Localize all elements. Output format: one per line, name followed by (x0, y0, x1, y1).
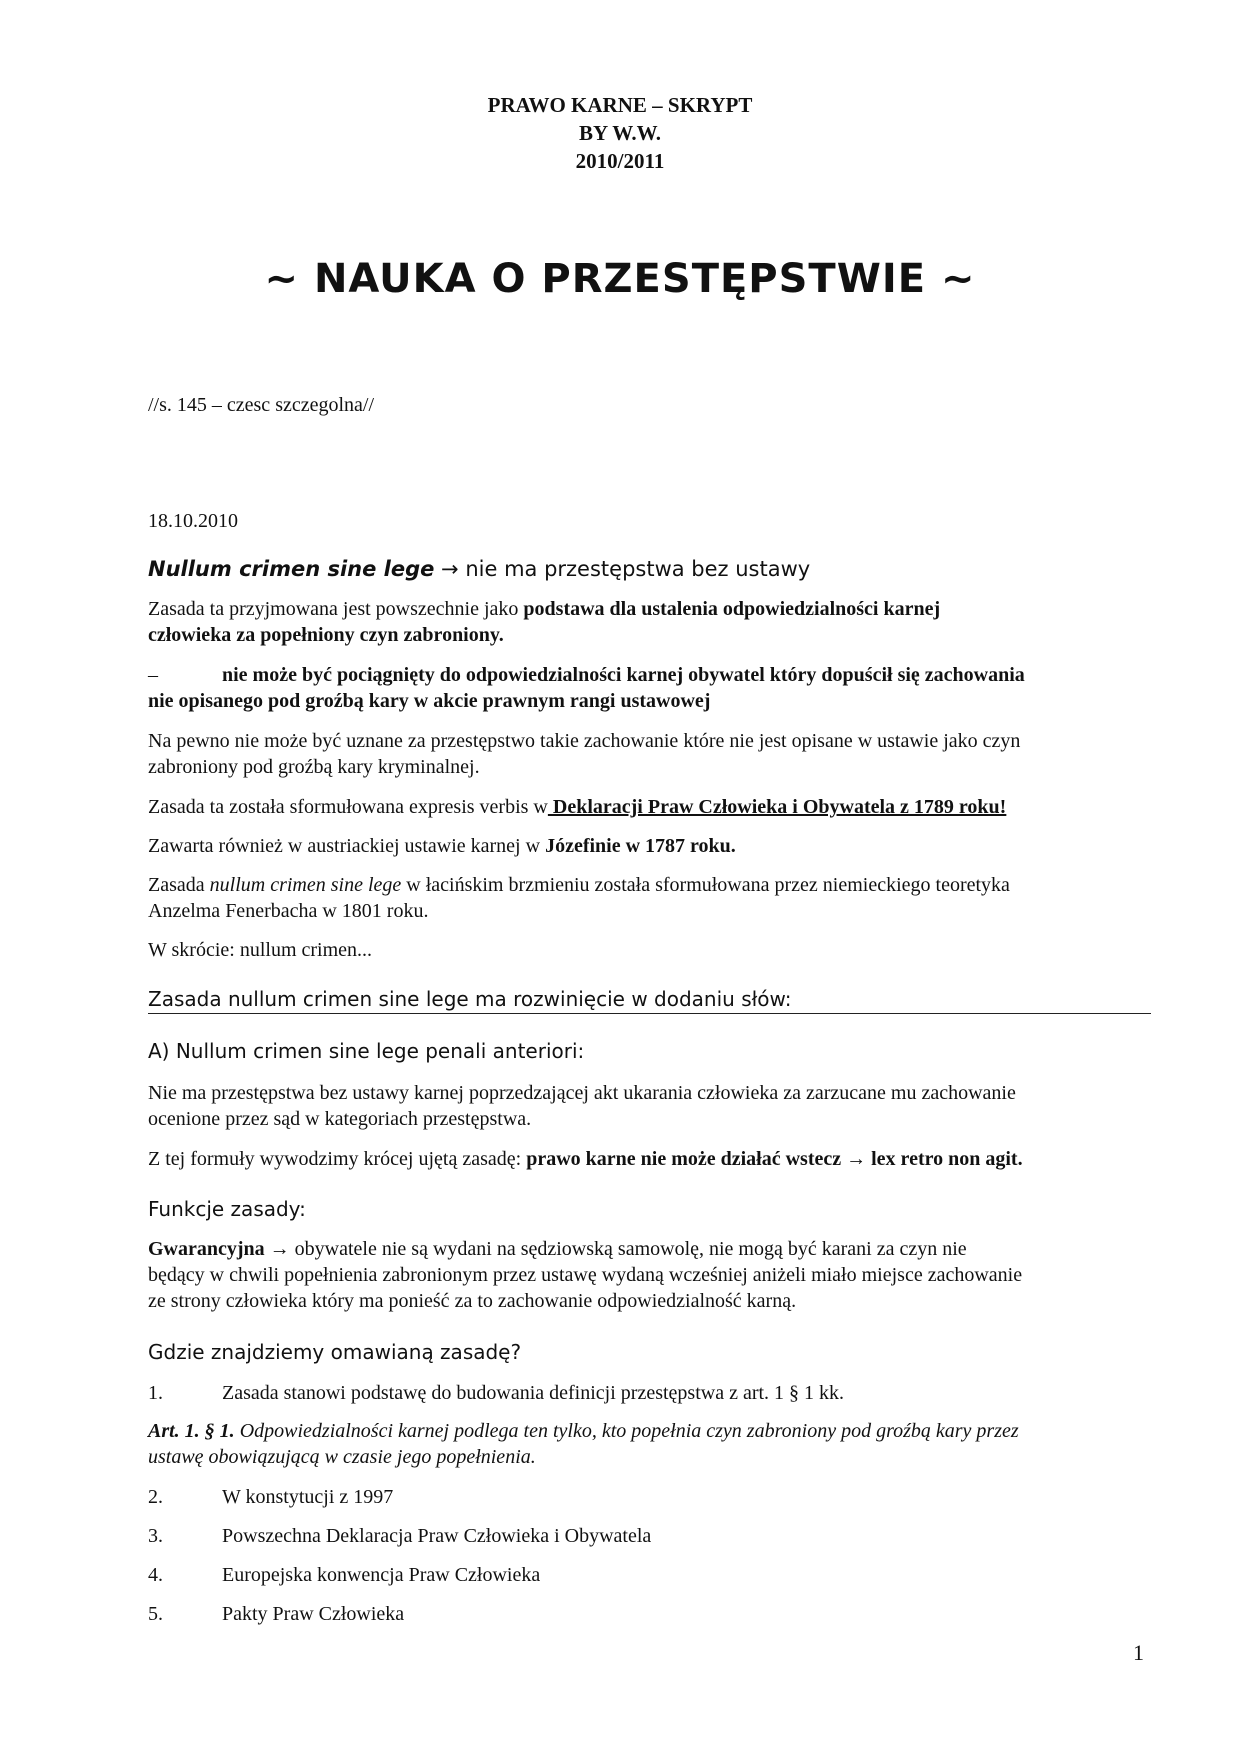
section-heading-where: Gdzie znajdziemy omawianą zasadę? (148, 1340, 522, 1364)
list-number: 4. (148, 1564, 163, 1586)
paragraph-7: W skrócie: nullum crimen... (148, 939, 373, 961)
dash-bullet: – (148, 664, 158, 686)
paragraph-2-line-1: nie może być pociągnięty do odpowiedzialności karnej obywatel który dopuścił się zachowania (222, 664, 1025, 686)
section-heading-meaning: nie ma przestępstwa bez ustawy (465, 557, 811, 581)
paragraph-5-text: Zawarta również w austriackiej ustawie karnej w (148, 835, 546, 857)
article-number: Art. 1. § 1. (148, 1420, 235, 1442)
list-number: 3. (148, 1525, 163, 1547)
paragraph-9-text: Z tej formuły wywodzimy krócej ujętą zasadę: (148, 1148, 527, 1170)
paragraph-1 (148, 596, 1148, 648)
section-heading-latin: Nullum crimen sine lege (148, 557, 435, 581)
list-text: Europejska konwencja Praw Człowieka (222, 1564, 541, 1586)
paragraph-10-line-1: → obywatele nie są wydani na sędziowską samowolę, nie mogą być karani za czyn nie (264, 1238, 967, 1260)
list-text: W konstytucji z 1997 (222, 1486, 394, 1508)
page-note: //s. 145 – czesc szczegolna// (148, 394, 375, 416)
paragraph-10-line-2: będący w chwili popełnienia zabronionym przez ustawę wydaną wcześniej aniżeli miało miejsce zachowanie (148, 1264, 1023, 1286)
paragraph-8-line-1: Nie ma przestępstwa bez ustawy karnej poprzedzającej akt ukarania człowieka za zarzucane mu zachowanie (148, 1082, 1016, 1104)
paragraph-1-bold: podstawa dla ustalenia odpowiedzialności karnej (523, 598, 941, 620)
document-title: ~ NAUKA O PRZESTĘPSTWIE ~ (264, 256, 976, 302)
paragraph-6 (148, 872, 1148, 924)
paragraph-5 (148, 833, 1148, 859)
section-heading-functions: Funkcje zasady: (148, 1197, 306, 1221)
paragraph-2 (148, 662, 1148, 714)
paragraph-6-italic: nullum crimen sine lege (209, 874, 402, 896)
arrow-glyph: → (841, 1148, 872, 1170)
paragraph-10-line-3: ze strony człowieka który ma ponieść za to zachowanie odpowiedzialność karną. (148, 1290, 797, 1312)
paragraph-1-text: Zasada ta przyjmowana jest powszechnie jako (148, 598, 524, 620)
paragraph-6-text: Zasada (148, 874, 210, 896)
paragraph-3-line-2: zabroniony pod groźbą kary kryminalnej. (148, 756, 480, 778)
paragraph-5-bold: Józefinie w 1787 roku. (545, 835, 736, 857)
lecture-date: 18.10.2010 (148, 510, 238, 532)
list-number: 1. (148, 1382, 163, 1404)
paragraph-4-text: Zasada ta została sformułowana expresis verbis w (148, 796, 548, 818)
section-heading-development: Zasada nullum crimen sine lege ma rozwinięcie w dodaniu słów: (148, 987, 792, 1011)
section-heading-nullum-crimen (148, 557, 1148, 581)
paragraph-8 (148, 1080, 1148, 1132)
list-text: Powszechna Deklaracja Praw Człowieka i Obywatela (222, 1525, 652, 1547)
article-quote (148, 1418, 1148, 1470)
list-text: Zasada stanowi podstawę do budowania definicji przestępstwa z art. 1 § 1 kk. (222, 1382, 845, 1404)
arrow-glyph: → (434, 557, 466, 581)
list-text: Pakty Praw Człowieka (222, 1603, 405, 1625)
paragraph-8-line-2: ocenione przez sąd w kategoriach przestępstwa. (148, 1108, 532, 1130)
list-number: 2. (148, 1486, 163, 1508)
paragraph-10-bold: Gwarancyjna (148, 1238, 265, 1260)
declaration-link-text: Deklaracji Praw Człowieka i Obywatela z 1789 roku! (547, 796, 1007, 818)
paragraph-6-text-cont: w łacińskim brzmieniu została sformułowana przez niemieckiego teoretyka (401, 874, 1010, 896)
header-line-3: 2010/2011 (575, 149, 665, 173)
paragraph-3 (148, 728, 1148, 780)
paragraph-9 (148, 1146, 1148, 1172)
paragraph-9-bold: prawo karne nie może działać wstecz (526, 1148, 842, 1170)
list-number: 5. (148, 1603, 163, 1625)
section-heading-a: A) Nullum crimen sine lege penali anteriori: (148, 1039, 585, 1063)
section-underline (148, 1013, 1151, 1014)
article-text: Odpowiedzialności karnej podlega ten tylko, kto popełnia czyn zabroniony pod groźbą kary przez (234, 1420, 1019, 1442)
article-text-cont: ustawę obowiązującą w czasie jego popełnienia. (148, 1446, 536, 1468)
paragraph-9-latin: lex retro non agit. (871, 1148, 1023, 1170)
paragraph-6-line-2: Anzelma Fenerbacha w 1801 roku. (148, 900, 429, 922)
paragraph-10 (148, 1236, 1148, 1314)
header-line-2: BY W.W. (579, 121, 661, 145)
paragraph-3-line-1: Na pewno nie może być uznane za przestępstwo takie zachowanie które nie jest opisane w ustawie jako czyn (148, 730, 1021, 752)
page-number: 1 (1133, 1640, 1144, 1665)
header-line-1: PRAWO KARNE – SKRYPT (487, 93, 753, 117)
paragraph-2-line-2: nie opisanego pod groźbą kary w akcie prawnym rangi ustawowej (148, 690, 711, 712)
paragraph-1-bold-cont: człowieka za popełniony czyn zabroniony. (148, 624, 504, 646)
paragraph-4 (148, 794, 1148, 820)
